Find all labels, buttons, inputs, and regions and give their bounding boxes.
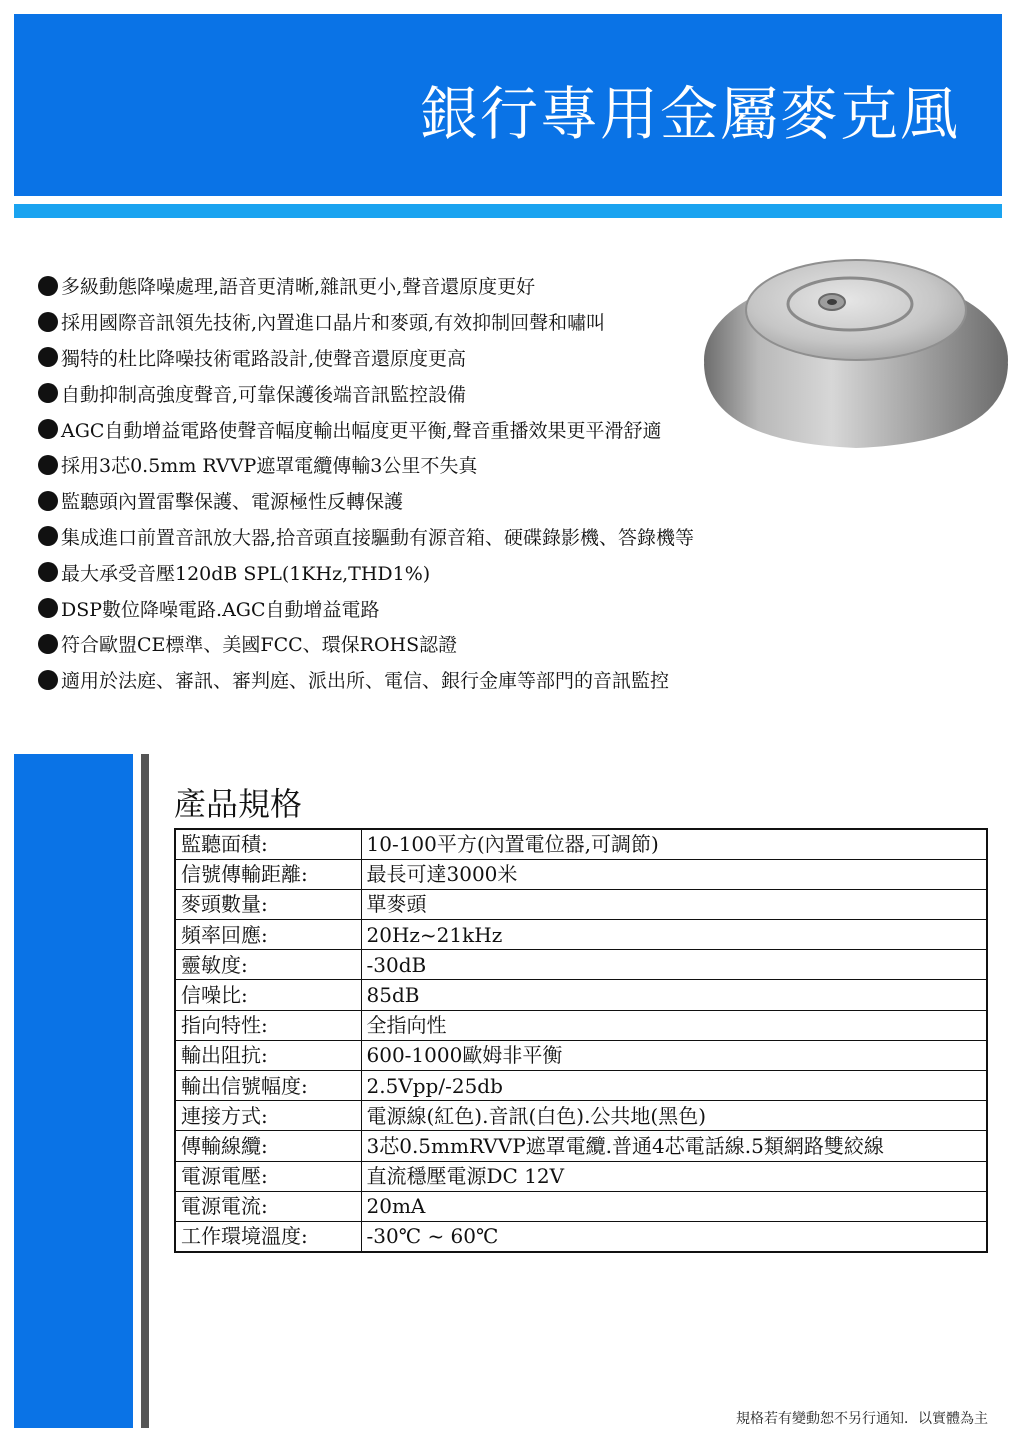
side-divider xyxy=(141,754,149,1428)
feature-item xyxy=(38,340,798,376)
spec-row xyxy=(175,1040,987,1070)
spec-value: 單麥頭 xyxy=(361,889,987,919)
feature-text: 自動抑制高強度聲音,可靠保護後端音訊監控設備 xyxy=(61,383,467,406)
spec-value: 20Hz~21kHz xyxy=(361,920,987,950)
spec-label: 連接方式: xyxy=(175,1101,361,1131)
feature-text: 適用於法庭、審訊、審判庭、派出所、電信、銀行金庫等部門的音訊監控 xyxy=(61,670,670,693)
spec-value: -30℃ ~ 60℃ xyxy=(361,1221,987,1251)
spec-table xyxy=(174,828,988,1253)
spec-row xyxy=(175,1071,987,1101)
feature-item xyxy=(38,626,798,662)
feature-text: 獨特的杜比降噪技術電路設計,使聲音還原度更高 xyxy=(61,347,467,370)
spec-row xyxy=(175,950,987,980)
feature-item xyxy=(38,519,798,555)
spec-row xyxy=(175,980,987,1010)
bullet-icon xyxy=(38,312,58,332)
header-stripe xyxy=(14,204,1002,218)
feature-text: 監聽頭內置雷擊保護、電源極性反轉保護 xyxy=(61,491,404,514)
spec-label: 信噪比: xyxy=(175,980,361,1010)
spec-heading: 產品規格 xyxy=(174,785,303,823)
feature-text: 多級動態降噪處理,語音更清晰,雜訊更小,聲音還原度更好 xyxy=(61,276,536,299)
bullet-icon xyxy=(38,276,58,296)
spec-row xyxy=(175,1221,987,1251)
feature-item xyxy=(38,447,798,483)
bullet-icon xyxy=(38,634,58,654)
bullet-icon xyxy=(38,670,58,690)
spec-row xyxy=(175,889,987,919)
spec-value: 2.5Vpp/-25db xyxy=(361,1071,987,1101)
feature-text: AGC自動增益電路使聲音幅度輸出幅度更平衡,聲音重播效果更平滑舒適 xyxy=(61,419,662,442)
spec-row xyxy=(175,859,987,889)
bullet-icon xyxy=(38,383,58,403)
feature-item xyxy=(38,483,798,519)
bullet-icon xyxy=(38,347,58,367)
feature-item xyxy=(38,304,798,340)
spec-label: 監聽面積: xyxy=(175,829,361,859)
feature-item xyxy=(38,268,798,304)
feature-text: DSP數位降噪電路.AGC自動增益電路 xyxy=(61,598,380,621)
bullet-icon xyxy=(38,419,58,439)
spec-row xyxy=(175,1161,987,1191)
feature-list xyxy=(38,268,798,698)
bullet-icon xyxy=(38,562,58,582)
spec-row xyxy=(175,920,987,950)
spec-row xyxy=(175,1010,987,1040)
bullet-icon xyxy=(38,526,58,546)
spec-value: 直流穩壓電源DC 12V xyxy=(361,1161,987,1191)
spec-label: 傳輸線纜: xyxy=(175,1131,361,1161)
spec-value: -30dB xyxy=(361,950,987,980)
side-accent-bar xyxy=(14,754,133,1428)
page-title: 銀行專用金屬麥克風 xyxy=(419,80,960,148)
feature-item xyxy=(38,662,798,698)
spec-value: 3芯0.5mmRVVP遮罩電纜.普通4芯電話線.5類網路雙絞線 xyxy=(361,1131,987,1161)
feature-item xyxy=(38,554,798,590)
spec-value: 600-1000歐姆非平衡 xyxy=(361,1040,987,1070)
feature-text: 符合歐盟CE標準、美國FCC、環保ROHS認證 xyxy=(61,634,458,657)
feature-text: 最大承受音壓120dB SPL(1KHz,THD1%) xyxy=(61,562,431,585)
bullet-icon xyxy=(38,598,58,618)
feature-text: 集成進口前置音訊放大器,拾音頭直接驅動有源音箱、硬碟錄影機、答錄機等 xyxy=(61,526,695,549)
feature-item xyxy=(38,375,798,411)
bullet-icon xyxy=(38,455,58,475)
spec-value: 全指向性 xyxy=(361,1010,987,1040)
spec-label: 電源電流: xyxy=(175,1191,361,1221)
spec-label: 輸出阻抗: xyxy=(175,1040,361,1070)
spec-label: 電源電壓: xyxy=(175,1161,361,1191)
feature-item xyxy=(38,411,798,447)
spec-label: 靈敏度: xyxy=(175,950,361,980)
spec-label: 信號傳輸距離: xyxy=(175,859,361,889)
feature-text: 採用國際音訊領先技術,內置進口晶片和麥頭,有效抑制回聲和嘯叫 xyxy=(61,312,606,335)
spec-row xyxy=(175,1191,987,1221)
spec-value: 85dB xyxy=(361,980,987,1010)
spec-label: 頻率回應: xyxy=(175,920,361,950)
feature-text: 採用3芯0.5mm RVVP遮罩電纜傳輸3公里不失真 xyxy=(61,455,478,478)
spec-label: 輸出信號幅度: xyxy=(175,1071,361,1101)
spec-value: 電源線(紅色).音訊(白色).公共地(黑色) xyxy=(361,1101,987,1131)
spec-label: 工作環境溫度: xyxy=(175,1221,361,1251)
feature-item xyxy=(38,590,798,626)
footer-note: 規格若有變動恕不另行通知．以實體為主 xyxy=(736,1411,988,1427)
spec-label: 麥頭數量: xyxy=(175,889,361,919)
spec-value: 最長可達3000米 xyxy=(361,859,987,889)
spec-value: 10-100平方(內置電位器,可調節) xyxy=(361,829,987,859)
spec-row xyxy=(175,1101,987,1131)
spec-label: 指向特性: xyxy=(175,1010,361,1040)
spec-row xyxy=(175,1131,987,1161)
metal-microphone-image xyxy=(700,244,1012,454)
bullet-icon xyxy=(38,491,58,511)
header-banner xyxy=(14,14,1002,196)
spec-row xyxy=(175,829,987,859)
spec-value: 20mA xyxy=(361,1191,987,1221)
